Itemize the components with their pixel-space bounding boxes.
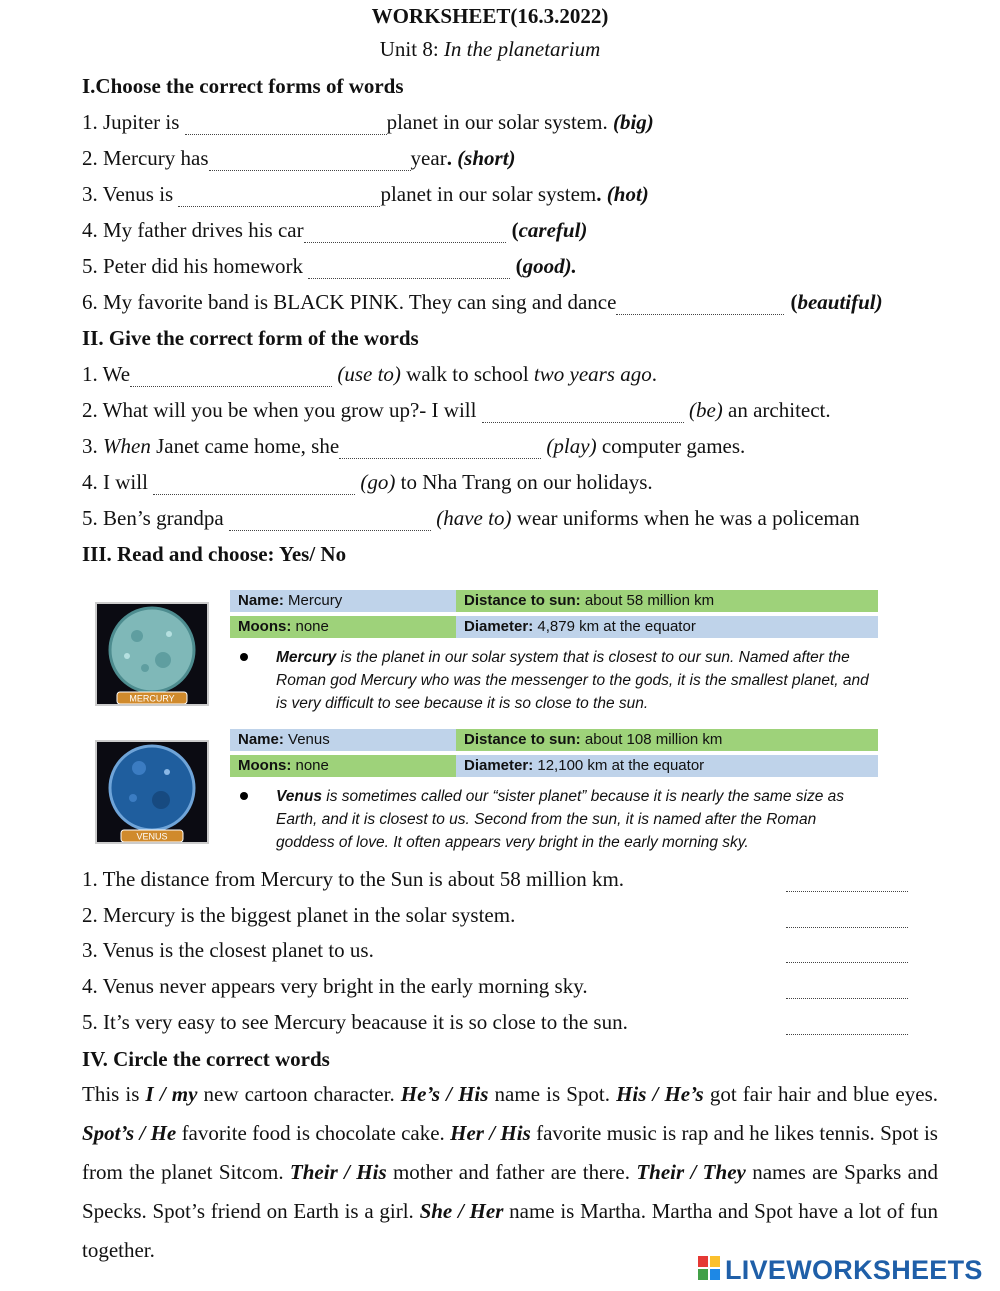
s1-item-text: planet in our solar system (380, 182, 597, 206)
para-text: favorite food is chocolate cake. (176, 1121, 451, 1145)
s3-answer-4 (786, 972, 904, 1000)
s1-punct: . (446, 146, 458, 170)
s3-statement-4: 4. Venus never appears very bright in the early morning sky. (82, 974, 588, 998)
s1-hint: (short) (457, 146, 516, 170)
s1-paren: ( (510, 254, 523, 278)
unit-subtitle (0, 35, 980, 63)
para-text: favorite music is rap and he likes tennis. Spot is from the planet Sitcom. (82, 1121, 938, 1184)
s1-item-6 (82, 288, 883, 316)
s1-item-text: 5. Peter did his homework (82, 254, 309, 278)
moons-value: none (291, 757, 329, 774)
venus-image-label: VENUS (136, 831, 168, 842)
s2-item-text: 5. Ben’s grandpa (82, 506, 229, 530)
bullet-icon (240, 653, 248, 661)
s1-item-2 (82, 144, 516, 172)
s1-item-text: 4. My father drives his car (82, 218, 304, 242)
venus-name-cell (230, 729, 456, 751)
worksheet-title: WORKSHEET(16.3.2022) (371, 4, 609, 28)
s2-hint: (have to) (430, 506, 512, 530)
s2-hint: (be) (683, 398, 723, 422)
s2-item-1 (82, 360, 657, 388)
s3-answer-1 (786, 865, 904, 893)
s2-item-text: 4. I will (82, 470, 154, 494)
s2-item-text: 2. What will you be when you grow up?- I will (82, 398, 482, 422)
choice-7[interactable]: Their / They (636, 1160, 746, 1184)
mercury-description (276, 646, 876, 715)
choice-5[interactable]: Her / His (450, 1121, 531, 1145)
s2-item-text: 1. We (82, 362, 131, 386)
liveworksheets-icon (698, 1256, 722, 1282)
section4-paragraph (82, 1075, 938, 1270)
s2-item-5 (82, 504, 860, 532)
s2-item-4 (82, 468, 653, 496)
s1-item-text: 6. My favorite band is BLACK PINK. They can sing and dance (82, 290, 617, 314)
venus-diameter-cell (456, 755, 878, 777)
s1-answer-input-4[interactable] (304, 222, 506, 243)
name-label: Name: (238, 731, 284, 748)
s1-item-text: year (410, 146, 447, 170)
s1-hint: careful) (518, 218, 588, 242)
s3-statement-5: 5. It’s very easy to see Mercury beacause it is so close to the sun. (82, 1010, 628, 1034)
bullet-icon (240, 792, 248, 800)
moons-value: none (291, 618, 329, 635)
choice-2[interactable]: He’s / His (400, 1082, 489, 1106)
s2-item-text: Janet came home, she (150, 434, 340, 458)
s2-hint: (use to) (332, 362, 401, 386)
mercury-diameter-cell (456, 616, 878, 638)
s1-punct: . (596, 182, 607, 206)
logo-text: LIVEWORKSHEETS (725, 1255, 983, 1285)
choice-1[interactable]: I / my (145, 1082, 198, 1106)
name-value: Mercury (283, 592, 343, 609)
s1-answer-input-6[interactable] (616, 294, 784, 315)
s1-item-5 (82, 252, 577, 280)
s2-answer-input-4[interactable] (153, 474, 355, 495)
venus-moons-cell (230, 755, 456, 777)
venus-description (276, 785, 876, 854)
distance-value: about 108 million km (580, 731, 723, 748)
diameter-value: 4,879 km at the equator (533, 618, 696, 635)
s2-answer-input-3[interactable] (339, 438, 541, 459)
s2-item-text: walk to school (400, 362, 534, 386)
s3-statement-3: 3. Venus is the closest planet to us. (82, 938, 374, 962)
s1-answer-input-2[interactable] (209, 150, 411, 171)
s1-item-text: planet in our solar system. (386, 110, 613, 134)
s2-answer-input-1[interactable] (130, 366, 332, 387)
s3-statement-2: 2. Mercury is the biggest planet in the solar system. (82, 903, 516, 927)
diameter-value: 12,100 km at the equator (533, 757, 705, 774)
s3-answer-input-5[interactable] (786, 1014, 908, 1035)
s2-hint: (play) (541, 434, 597, 458)
s1-item-1 (82, 108, 654, 136)
desc-bold: Venus (276, 788, 322, 805)
s2-item-italic: When (103, 434, 151, 458)
unit-name: In the planetarium (443, 37, 601, 61)
section3-heading: III. Read and choose: Yes/ No (82, 542, 347, 566)
s2-item-text: wear uniforms when he was a policeman (511, 506, 860, 530)
mercury-image-label: MERCURY (129, 693, 175, 704)
desc-bold: Mercury (276, 649, 337, 666)
venus-info-table (230, 729, 878, 779)
s2-item-text: an architect. (722, 398, 831, 422)
s3-answer-input-2[interactable] (786, 907, 908, 928)
s2-item-text: to Nha Trang on our holidays. (395, 470, 653, 494)
s3-answer-input-1[interactable] (786, 871, 908, 892)
venus-image (95, 740, 209, 844)
unit-prefix: Unit 8: (379, 37, 444, 61)
s1-item-3 (82, 180, 649, 208)
desc-text: is the planet in our solar system that is closest to our sun. Named after the Roman god Mercury who was the messenger to the gods, it is the smallest planet, and is very difficult to see because it is so close to the sun. (276, 649, 869, 712)
section2-heading: II. Give the correct form of the words (82, 326, 419, 350)
liveworksheets-logo (698, 1255, 983, 1286)
s1-answer-input-5[interactable] (308, 258, 510, 279)
moons-label: Moons: (238, 618, 292, 635)
mercury-distance-cell (456, 590, 878, 612)
para-text: names are Sparks and Specks. Spot’s friend on Earth is a girl. (82, 1160, 938, 1223)
s1-item-text: 1. Jupiter is (82, 110, 185, 134)
s1-answer-input-1[interactable] (185, 114, 387, 135)
s3-statement-1: 1. The distance from Mercury to the Sun is about 58 million km. (82, 867, 625, 891)
mercury-name-cell (230, 590, 456, 612)
moons-label: Moons: (238, 757, 292, 774)
desc-text: is sometimes called our “sister planet” because it is nearly the same size as Earth, and it is closest to us. Second from the sun, it is named after the Roman goddess of love. It often appears very bright in the early morning sky. (276, 788, 845, 851)
name-label: Name: (238, 592, 284, 609)
s1-hint: (big) (612, 110, 654, 134)
s2-item-3 (82, 432, 745, 460)
mercury-image (95, 602, 209, 706)
para-text: name is Martha. Martha and Spot have a lot of fun together. (82, 1199, 939, 1262)
s1-paren: ( (511, 218, 519, 242)
s2-item-text: 3. (82, 434, 103, 458)
distance-label: Distance to sun: (464, 731, 581, 748)
s2-answer-input-2[interactable] (482, 402, 684, 423)
s3-answer-5 (786, 1008, 904, 1036)
para-text: This is (82, 1082, 146, 1106)
s1-item-4 (82, 216, 587, 244)
s2-answer-input-5[interactable] (229, 510, 431, 531)
choice-6[interactable]: Their / His (289, 1160, 387, 1184)
s1-paren: ( (790, 290, 798, 314)
section4-heading: IV. Circle the correct words (82, 1047, 330, 1071)
s1-item-text: 3. Venus is (82, 182, 179, 206)
para-text: mother and father are there. (386, 1160, 637, 1184)
s2-item-italic: two years ago (533, 362, 652, 386)
s3-answer-input-3[interactable] (786, 942, 908, 963)
diameter-label: Diameter: (464, 618, 534, 635)
s1-hint: (hot) (606, 182, 649, 206)
diameter-label: Diameter: (464, 757, 534, 774)
s1-hint: good). (522, 254, 577, 278)
venus-distance-cell (456, 729, 878, 751)
s3-answer-3 (786, 936, 904, 964)
mercury-moons-cell (230, 616, 456, 638)
mercury-info-table (230, 590, 878, 640)
s1-answer-input-3[interactable] (178, 186, 380, 207)
para-text: name is Spot. (488, 1082, 617, 1106)
name-value: Venus (283, 731, 330, 748)
section1-heading: I.Choose the correct forms of words (82, 74, 404, 98)
para-text: new cartoon character. (197, 1082, 401, 1106)
distance-value: about 58 million km (580, 592, 715, 609)
choice-8[interactable]: She / Her (419, 1199, 504, 1223)
s2-item-2 (82, 396, 831, 424)
s3-answer-2 (786, 901, 904, 929)
choice-4[interactable]: Spot’s / He (82, 1121, 177, 1145)
para-text: got fair hair and blue eyes. (703, 1082, 938, 1106)
choice-3[interactable]: His / He’s (616, 1082, 704, 1106)
s3-answer-input-4[interactable] (786, 978, 908, 999)
s2-hint: (go) (355, 470, 396, 494)
distance-label: Distance to sun: (464, 592, 581, 609)
s1-item-text: 2. Mercury has (82, 146, 209, 170)
s1-hint: beautiful) (797, 290, 883, 314)
s2-item-text: . (651, 362, 657, 386)
s2-item-text: computer games. (596, 434, 746, 458)
